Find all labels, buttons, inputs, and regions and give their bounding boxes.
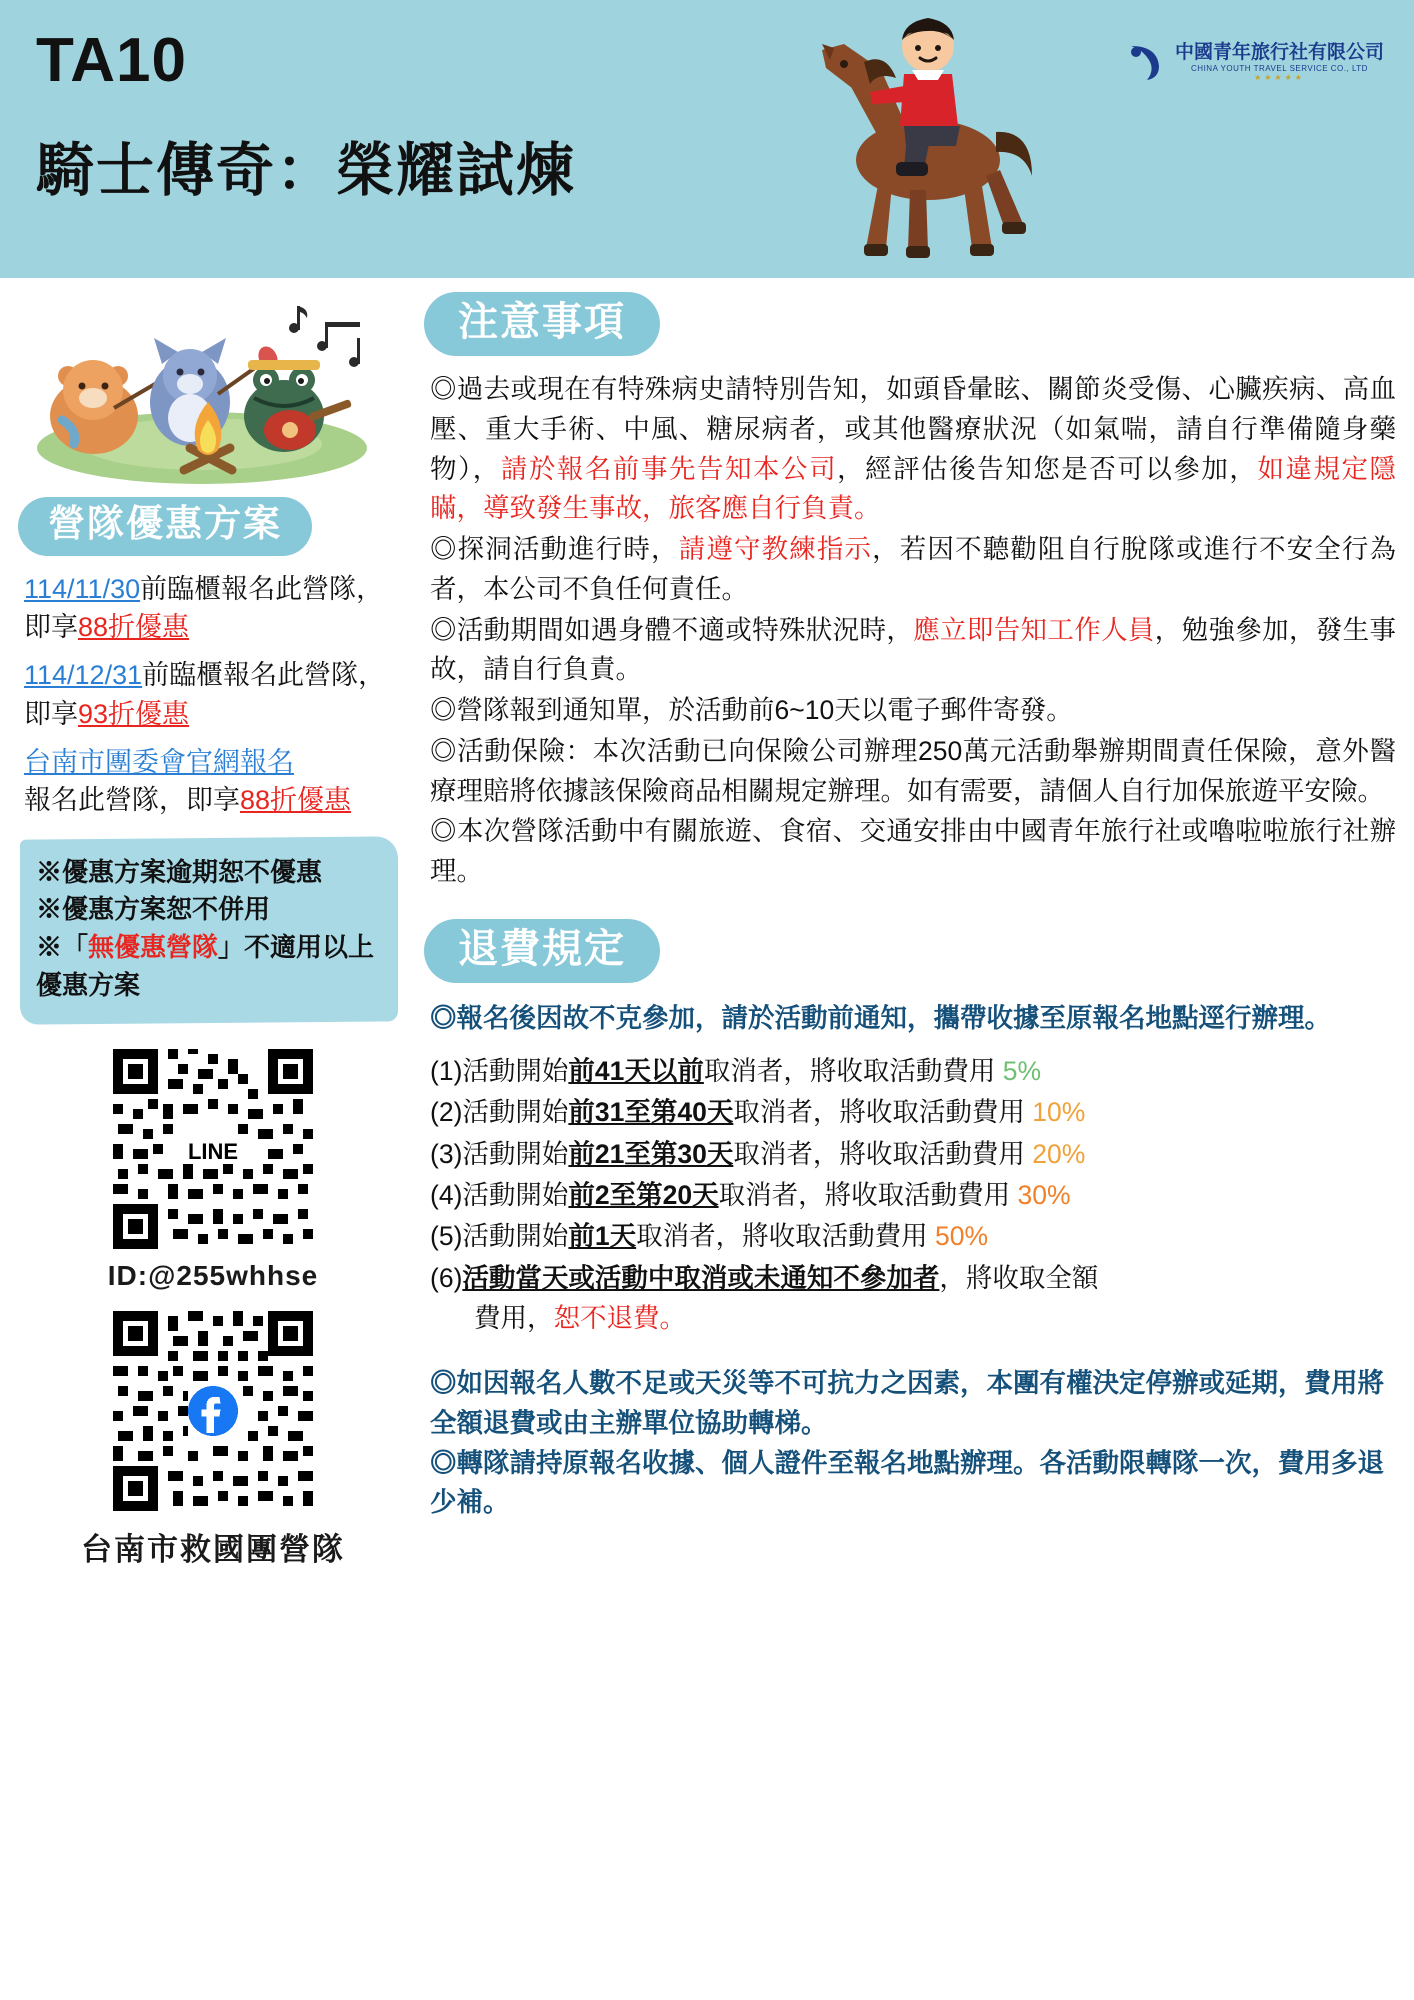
- promo-item: [24, 656, 408, 733]
- refund-item: [430, 1051, 1396, 1091]
- refund-percent: 10%: [1032, 1097, 1086, 1128]
- promo-note-2: ※優惠方案恕不併用: [36, 894, 271, 925]
- refund-item: [430, 1092, 1396, 1132]
- refund-window: 前21至第30天: [568, 1138, 734, 1169]
- notice-item: ◎營隊報到通知單，於活動前6~10天以電子郵件寄發。: [430, 695, 1073, 725]
- right-column: [424, 292, 1396, 1569]
- refund-heading: 退費規定: [424, 919, 660, 983]
- line-qr-block: [18, 1044, 408, 1292]
- refund-no: (3): [430, 1138, 463, 1169]
- refund-no: (5): [430, 1221, 463, 1252]
- promo-heading: 營隊優惠方案: [18, 497, 312, 556]
- promo-discount: 88折優惠: [240, 785, 352, 816]
- promo-discount: 88折優惠: [78, 612, 190, 643]
- notice-text: ，經評估後告知您是否可以參加，: [837, 453, 1258, 484]
- line-qr-code[interactable]: [108, 1044, 318, 1254]
- notice-body: [430, 370, 1396, 892]
- refund-text: 活動開始: [462, 1221, 569, 1252]
- refund-window: 前31至第40天: [568, 1097, 734, 1128]
- promo-note-3: ※「無優惠營隊」不適用以上優惠方案: [36, 932, 375, 1000]
- logo-mark-icon: [1123, 40, 1167, 84]
- promo-item: [24, 570, 408, 647]
- notice-item: [430, 370, 1396, 529]
- notice-highlight: 應立即告知工作人員: [913, 614, 1155, 645]
- program-code: TA10: [36, 26, 188, 95]
- promo-text: 前臨櫃報名此營隊，即享: [24, 573, 384, 643]
- refund-text: 取消者，將收取活動費用: [718, 1179, 1018, 1210]
- page-header: [0, 0, 1414, 278]
- promo-date: 114/11/30: [24, 573, 141, 604]
- refund-item: [430, 1258, 1396, 1339]
- refund-text: 活動開始: [462, 1056, 569, 1087]
- refund-no: (1): [430, 1056, 463, 1087]
- refund-item: [430, 1175, 1396, 1215]
- promo-note-highlight: 無優惠營隊: [88, 932, 219, 963]
- refund-window: 前2至第20天: [568, 1179, 719, 1210]
- promo-item: [24, 743, 408, 820]
- left-column: [18, 292, 408, 1569]
- page-title: 騎士傳奇：榮耀試煉: [36, 138, 577, 204]
- refund-text: 取消者，將收取活動費用: [636, 1221, 936, 1252]
- promo-list: [24, 570, 408, 820]
- company-logo: [1123, 40, 1384, 84]
- notice-text: ◎過去或現在有特殊病史請特別告知，如頭昏暈眩、關節炎受傷、心臟疾病、高血壓、重大手術、中風、糖尿病者，或其他醫療狀況（如氣喘，請自行準備隨身藥物），: [430, 374, 1396, 484]
- promo-channel[interactable]: 台南市團委會官網報名: [24, 747, 294, 777]
- horse-rider-illustration: [800, 0, 1060, 270]
- line-id-label: ID:@255whhse: [107, 1260, 319, 1292]
- notice-text: ◎探洞活動進行時，: [430, 534, 679, 564]
- refund-text: 取消者，將收取活動費用: [733, 1138, 1033, 1169]
- refund-item: [430, 1216, 1396, 1256]
- facebook-qr-code[interactable]: [108, 1306, 318, 1516]
- refund-no: (4): [430, 1179, 463, 1210]
- refund-list: [430, 1051, 1396, 1338]
- refund-text: ，將收取全額: [939, 1262, 1099, 1293]
- notice-text: ，若因不聽勸阻自行脫隊或進行不安全行為者，本公司不負任何責任。: [430, 534, 1397, 604]
- refund-percent: 20%: [1032, 1138, 1086, 1169]
- header-titles: [0, 0, 576, 207]
- notice-item: ◎本次營隊活動中有關旅遊、食宿、交通安排由中國青年旅行社或嚕啦啦旅行社辦理。: [430, 816, 1396, 886]
- promo-text: 報名此營隊，即享: [24, 785, 240, 816]
- promo-date: 114/12/31: [24, 660, 143, 691]
- refund-text: 活動開始: [462, 1097, 569, 1128]
- notice-highlight: 如違規定隱瞞，導致發生事故，旅客應自行負責。: [430, 453, 1397, 524]
- refund-item-line2: [430, 1298, 1396, 1338]
- refund-no: (6): [430, 1262, 463, 1293]
- logo-company-en: CHINA YOUTH TRAVEL SERVICE CO., LTD: [1191, 63, 1368, 73]
- refund-footnotes: [430, 1364, 1396, 1523]
- refund-text: 活動開始: [462, 1138, 569, 1169]
- refund-text: 取消者，將收取活動費用: [703, 1056, 1003, 1087]
- refund-percent: 50%: [935, 1221, 989, 1252]
- logo-stars: ★★★★★: [1254, 72, 1305, 82]
- facebook-caption: 台南市救國團營隊: [81, 1532, 345, 1568]
- notice-text: ◎活動期間如遇身體不適或特殊狀況時，: [430, 614, 914, 645]
- notice-highlight: 請於報名前事先告知本公司: [500, 453, 838, 484]
- refund-footnote: ◎轉隊請持原報名收據、個人證件至報名地點辦理。各活動限轉隊一次，費用多退少補。: [430, 1447, 1384, 1518]
- refund-lead: ◎報名後因故不克參加，請於活動前通知，攜帶收據至原報名地點逕行辦理。: [430, 1002, 1331, 1033]
- refund-footnote: ◎如因報名人數不足或天災等不可抗力之因素，本團有權決定停辦或延期，費用將全額退費或由主辦單位協助轉梯。: [430, 1368, 1384, 1438]
- notice-heading: 注意事項: [424, 292, 660, 356]
- refund-text: 費用，: [474, 1302, 554, 1333]
- notice-item: [430, 530, 1396, 610]
- promo-notes: [20, 838, 398, 1023]
- refund-item: [430, 1134, 1396, 1174]
- notice-item: [430, 611, 1396, 691]
- notice-item: ◎活動保險：本次活動已向保險公司辦理250萬元活動舉辦期間責任保險，意外醫療理賠將依據該保險商品相關規定辦理。如有需要，請個人自行加保旅遊平安險。: [430, 735, 1396, 806]
- promo-text: 前臨櫃報名此營隊，即享: [24, 660, 386, 729]
- refund-highlight: 恕不退費。: [553, 1302, 686, 1333]
- refund-window: 前1天: [568, 1221, 637, 1252]
- logo-company-cn: 中國青年旅行社有限公司: [1174, 42, 1384, 64]
- refund-window: 活動當天或活動中取消或未通知不參加者: [462, 1262, 940, 1293]
- refund-window: 前41天以前: [568, 1056, 704, 1087]
- refund-percent: 5%: [1002, 1056, 1042, 1087]
- facebook-qr-block: [18, 1306, 408, 1569]
- notice-highlight: 請遵守教練指示: [678, 534, 873, 564]
- svg-text:LINE: LINE: [187, 1139, 239, 1165]
- refund-no: (2): [430, 1097, 463, 1128]
- promo-note-1: ※優惠方案逾期恕不優惠: [36, 856, 323, 887]
- refund-percent: 30%: [1017, 1179, 1071, 1210]
- page-content: [0, 278, 1414, 1569]
- notice-text: ，勉強參加，發生事故，請自行負責。: [430, 614, 1397, 685]
- refund-text: 取消者，將收取活動費用: [733, 1097, 1033, 1128]
- promo-discount: 93折優惠: [78, 698, 190, 729]
- refund-text: 活動開始: [462, 1179, 569, 1210]
- campfire-animals-illustration: [22, 298, 402, 488]
